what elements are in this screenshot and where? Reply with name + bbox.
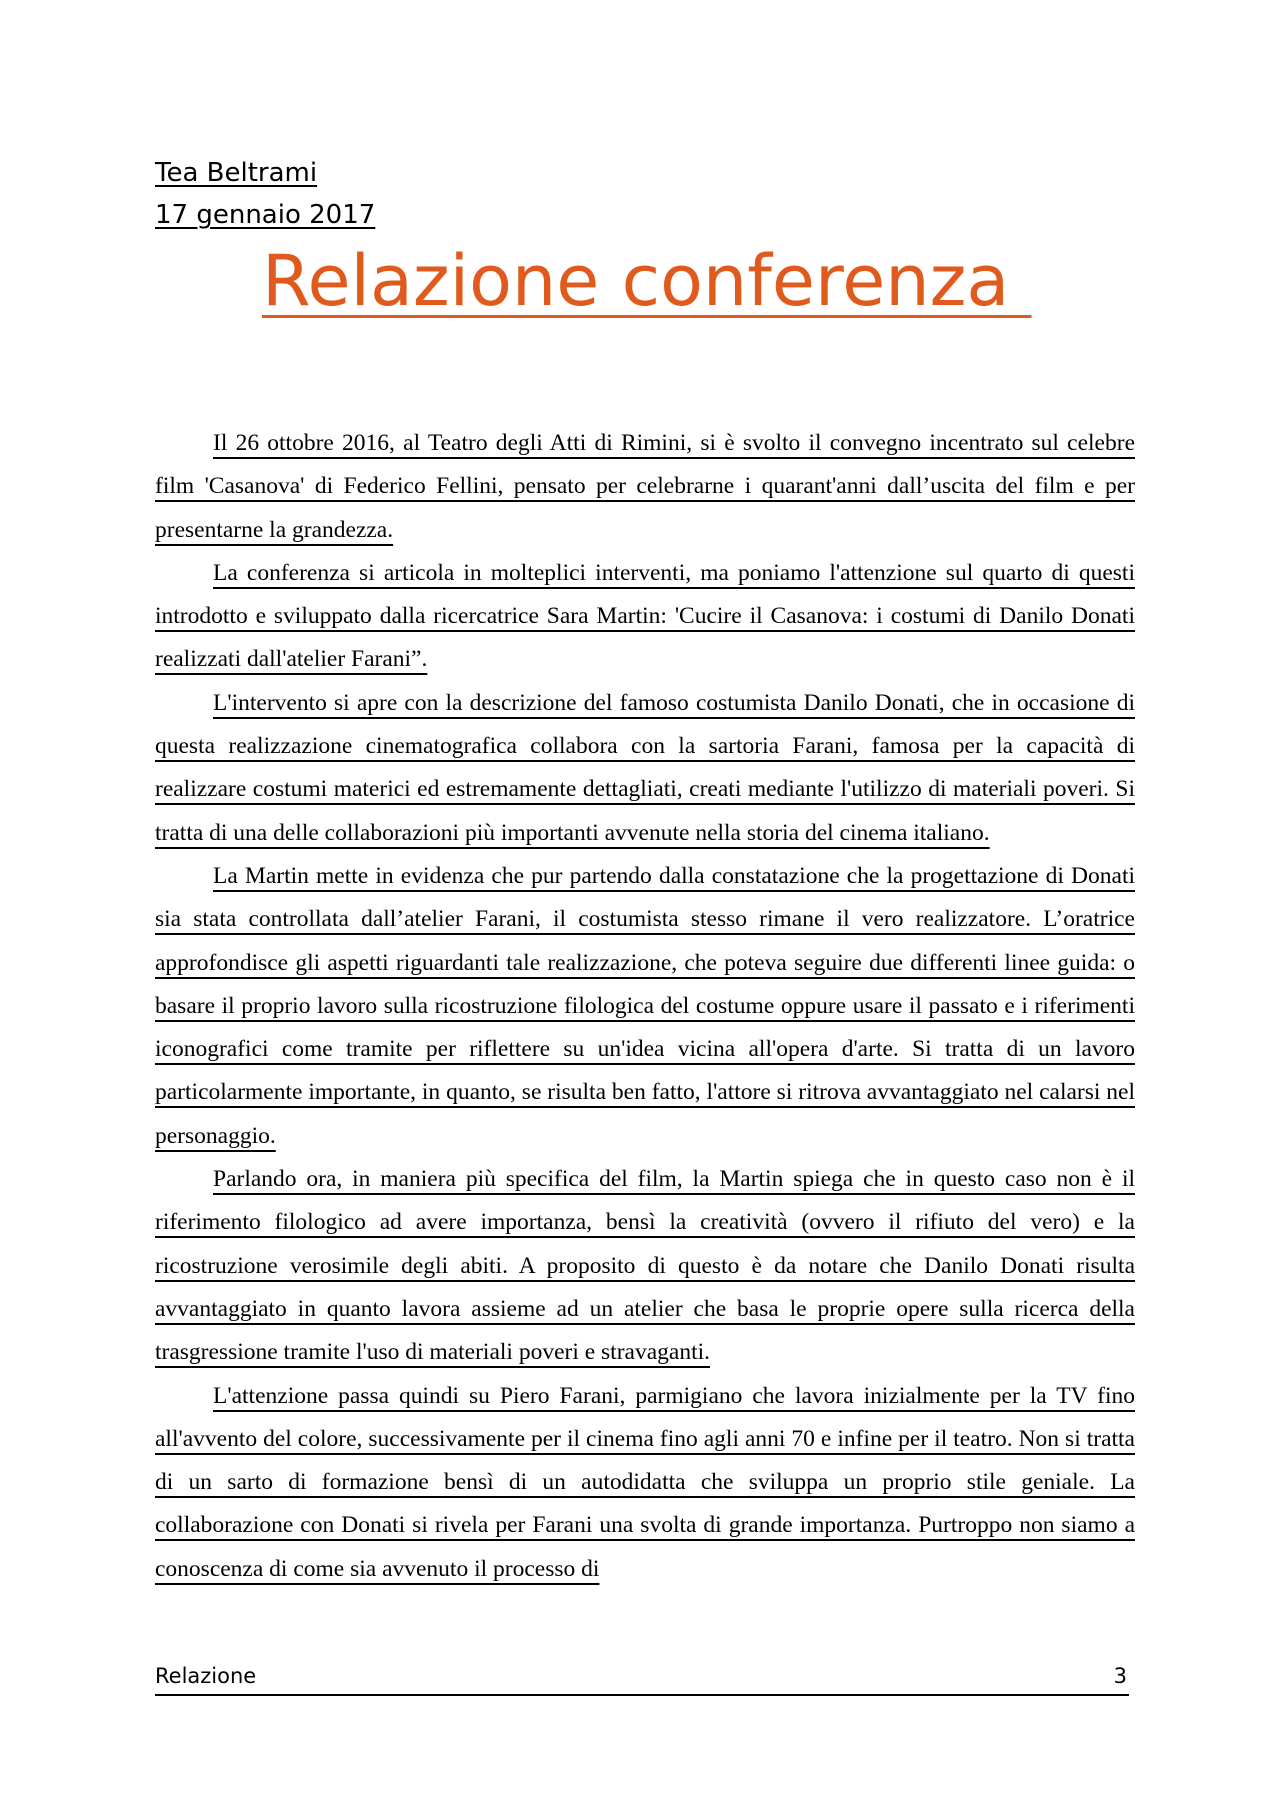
paragraph-text: Parlando ora, in maniera più specifica del film, la Martin spiega che in questo caso non è il riferimento filologico ad avere importanza, bensì la creatività (ovvero il rifiuto del vero) e la ricostruzione verosimile degli abiti. A proposito di questo è da notare che Danilo Donati risulta avvantaggiato in quanto lavora assieme ad un atelier che basa le proprie opere sulla ricerca della trasgressione tramite l'uso di materiali poveri e stravaganti. — [155, 1166, 1135, 1366]
paragraph-text: L'attenzione passa quindi su Piero Farani, parmigiano che lavora inizialmente per la TV fino all'avvento del colore, successivamente per il cinema fino agli anni 70 e infine per il teatro. Non si tratta di un sarto di formazione bensì di un autodidatta che sviluppa un proprio stile geniale. La collaborazione con Donati si rivela per Farani una svolta di grande importanza. Purtroppo non siamo a conoscenza di come sia avvenuto il processo di — [155, 1382, 1135, 1582]
paragraph-text: La conferenza si articola in molteplici interventi, ma poniamo l'attenzione sul quarto di questi introdotto e sviluppato dalla ricercatrice Sara Martin: 'Cucire il Casanova: i costumi di Danilo Donati realizzati dall'atelier Farani”. — [155, 559, 1135, 673]
paragraph — [155, 552, 1135, 682]
paragraph — [155, 1375, 1135, 1591]
paragraph-text: L'intervento si apre con la descrizione del famoso costumista Danilo Donati, che in occasione di questa realizzazione cinematografica collabora con la sartoria Farani, famosa per la capacità di realizzare costumi materici ed estremamente dettagliati, creati mediante l'utilizzo di materiali poveri. Si tratta di una delle collaborazioni più importanti avvenute nella storia del cinema italiano. — [155, 689, 1135, 846]
document-body — [155, 422, 1135, 1591]
author-name: Tea Beltrami — [155, 158, 318, 188]
footer-label: Relazione — [155, 1664, 257, 1688]
paragraph-text: La Martin mette in evidenza che pur partendo dalla constatazione che la progettazione di Donati sia stata controllata dall’atelier Farani, il costumista stesso rimane il vero realizzatore. L’oratrice approfondisce gli aspetti riguardanti tale realizzazione, che poteva seguire due differenti linee guida: o basare il proprio lavoro sulla ricostruzione filologica del costume oppure usare il passato e i riferimenti iconografici come tramite per riflettere su un'idea vicina all'opera d'arte. Si tratta di un lavoro particolarmente importante, in quanto, se risulta ben fatto, l'attore si ritrova avvantaggiato nel calarsi nel personaggio. — [155, 862, 1135, 1149]
document-date: 17 gennaio 2017 — [155, 200, 376, 230]
paragraph-text: Il 26 ottobre 2016, al Teatro degli Atti di Rimini, si è svolto il convegno incentrato sul celebre film 'Casanova' di Federico Fellini, pensato per celebrarne i quarant'anni dall’uscita del film e per presentarne la grandezza. — [155, 430, 1135, 543]
document-header — [155, 152, 375, 236]
page-number: 3 — [1113, 1664, 1127, 1688]
paragraph — [155, 422, 1135, 552]
page-footer — [155, 1658, 1129, 1696]
paragraph — [155, 1158, 1135, 1374]
paragraph — [155, 682, 1135, 855]
document-title: Relazione conferenza — [262, 240, 1032, 322]
paragraph — [155, 855, 1135, 1158]
